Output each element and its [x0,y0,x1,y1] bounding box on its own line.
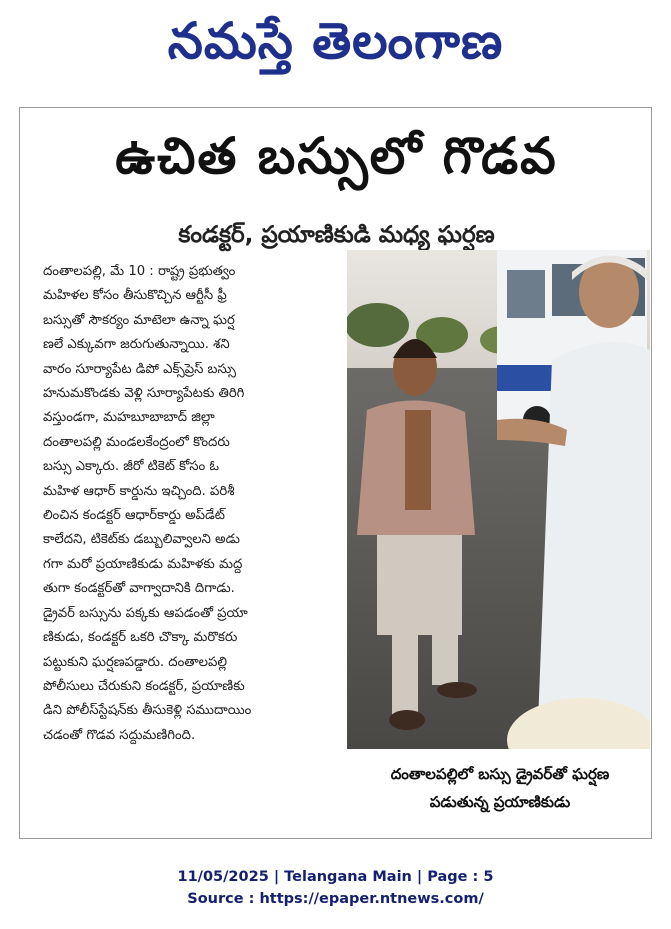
body-line: బస్సుతో సౌకర్యం మాటెలా ఉన్నా ఘర్ష [43,312,235,328]
body-line: చడంతో గొడవ సద్దుమణిగింది. [43,727,196,743]
body-line: గగా మరో ప్రయాణికుడు మహిళకు మద్ద [43,556,243,572]
body-line: పోలీసులు చేరుకుని కండక్టర్, ప్రయాణికు [43,678,245,694]
article-subheadline: కండక్టర్, ప్రయాణికుడి మధ్య ఘర్షణ [178,222,495,248]
footer [0,866,671,910]
body-line: డ్రైవర్ బస్సును పక్కకు ఆపడంతో ప్రయా [43,605,248,621]
body-line: మహిళల కోసం తీసుకొచ్చిన ఆర్టీసీ ఫ్రీ [43,288,227,304]
edition-info: 11/05/2025 | Telangana Main | Page : 5 [177,869,494,885]
body-line: వారం సూర్యాపేట డిపో ఎక్స్‌ప్రెస్ బస్సు [43,361,237,377]
body-line: ణలే ఎక్కువగా జరుగుతున్నాయి. శని [43,337,230,353]
tree [347,303,409,347]
article-body [43,260,343,748]
article-headline: ఉచిత బస్సులో గొడవ [115,127,558,185]
caption-line: పడుతున్న ప్రయాణికుడు [429,793,571,811]
body-line: తుగా కండక్టర్‌తో వాగ్వాదానికి దిగాడు. [43,581,235,597]
body-line: డిని పోలీస్‌స్టేషన్‌కు తీసుకెళ్లి సముదాయిం [43,703,252,719]
body-line: ణికుడు, కండక్టర్ ఒకరి చొక్కా మరొకరు [43,630,238,646]
body-line: లించిన కండక్టర్ ఆధార్‌కార్డు అప్‌డేట్ [43,508,225,524]
photo-caption [350,760,650,816]
body-line: మహిళ ఆధార్ కార్డును ఇచ్చింది. పరిశీ [43,483,235,499]
body-line: కాలేదని, టికెట్‌కు డబ్బులివ్వాలని అడు [43,532,240,548]
body-line: దంతాలపల్లి, మే 10 : రాష్ట్ర ప్రభుత్వం [43,264,236,279]
body-line: దంతాలపల్లి మండలకేంద్రంలో కొందరు [43,434,230,450]
article-clipping [19,107,652,839]
body-line: బస్సు ఎక్కారు. జీరో టికెట్ కోసం ఓ [43,459,220,475]
body-line: హనుమకొండకు వెళ్లి సూర్యాపేటకు తిరిగి [43,386,245,402]
newspaper-masthead: నమస్తే తెలంగాణ [167,12,504,70]
news-photo [347,250,650,749]
body-line: పట్టుకుని ఘర్షణపడ్డారు. దంతాలపల్లి [43,654,228,670]
body-line: వస్తుండగా, మహబూబాబాద్ జిల్లా [43,410,215,426]
caption-line: దంతాలపల్లిలో బస్సు డ్రైవర్‌తో ఘర్షణ [390,765,610,783]
source-link[interactable]: Source : https://epaper.ntnews.com/ [187,891,484,907]
